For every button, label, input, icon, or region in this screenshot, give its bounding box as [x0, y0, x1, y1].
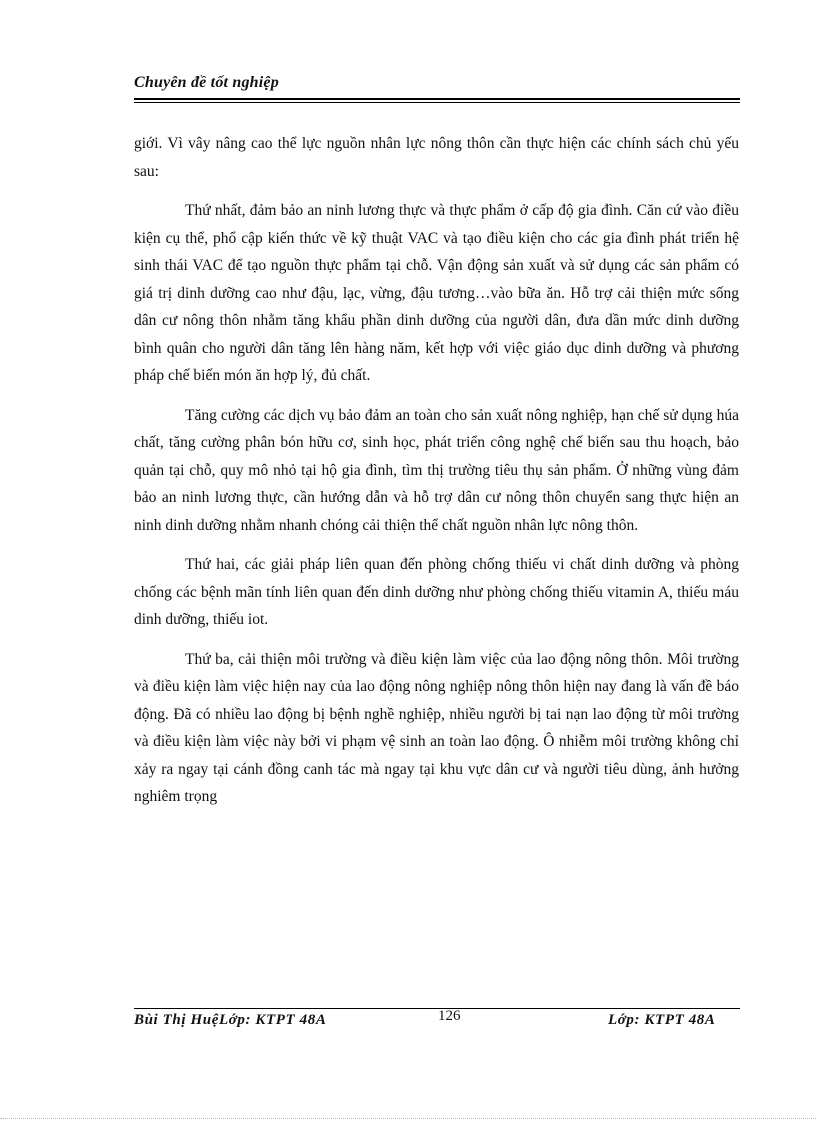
paragraph-second-measure: Thứ hai, các giải pháp liên quan đến phòng chống thiếu vi chất dinh dưỡng và phòng chống các bệnh mãn tính liên quan đến dinh dưỡng như phòng chống thiếu vitamin A, thiếu máu dinh dưỡng, thiếu iot.	[134, 556, 739, 628]
header-rule-thick	[134, 98, 740, 100]
paragraph-agriculture-safety: Tăng cường các dịch vụ bảo đảm an toàn cho sản xuất nông nghiệp, hạn chế sử dụng húa chất, tăng cường phân bón hữu cơ, sinh học, phát triển công nghệ chế biến sau thu hoạch, bảo quản tại chỗ, quy mô nhỏ tại hộ gia đình, tìm thị trường tiêu thụ sản phẩm. Ở những vùng đảm bảo an ninh lương thực, cần hướng dẫn và hỗ trợ dân cư nông thôn chuyển sang thực hiện an ninh dinh dưỡng nhằm nhanh chóng cải thiện thể chất nguồn nhân lực nông thôn.	[134, 406, 739, 534]
footer-rule	[134, 1008, 740, 1009]
footer-class: Lớp: KTPT 48A	[608, 1012, 716, 1028]
page-bottom-edge	[0, 1118, 816, 1119]
paragraph-third-measure: Thứ ba, cải thiện môi trường và điều kiện làm việc của lao động nông thôn. Môi trường và điều kiện làm việc hiện nay của lao động nông nghiệp nông thôn hiện nay đang là vấn đề báo động. Đã có nhiều lao động bị bệnh nghề nghiệp, nhiều người bị tai nạn lao động từ môi trường và điều kiện làm việc này bởi vi phạm vệ sinh an toàn lao động. Ô nhiễm môi trường không chỉ xảy ra ngay tại cánh đồng canh tác mà ngay tại khu vực dân cư và người tiêu dùng, ảnh hưởng nghiêm trọng	[134, 650, 739, 805]
body-text	[134, 130, 739, 823]
paragraph-continuation: giới. Vì vây nâng cao thể lực nguồn nhân lực nông thôn cần thực hiện các chính sách chủ yếu sau:	[134, 135, 739, 180]
footer-author: Bùi Thị HuệLớp: KTPT 48A	[134, 1012, 327, 1028]
page-header-title: Chuyên đề tốt nghiệp	[134, 74, 279, 91]
paragraph-first-measure: Thứ nhất, đảm bảo an ninh lương thực và thực phẩm ở cấp độ gia đình. Căn cứ vào điều kiện cụ thể, phổ cập kiến thức về kỹ thuật VAC và tạo điều kiện cho các gia đình phát triển hệ sinh thái VAC để tạo nguồn thực phẩm tại chỗ. Vận động sản xuất và sử dụng các sản phẩm có giá trị dinh dưỡng cao như đậu, lạc, vừng, đậu tương…vào bữa ăn. Hỗ trợ cải thiện mức sống dân cư nông thôn nhằm tăng khẩu phần dinh dưỡng của người dân, đưa dần mức dinh dưỡng bình quân cho người dân tăng lên hàng năm, kết hợp với việc giáo dục dinh dưỡng và phương pháp chế biến món ăn hợp lý, đủ chất.	[134, 202, 739, 384]
header-rule-thin	[134, 102, 740, 103]
page-number: 126	[438, 1008, 461, 1024]
